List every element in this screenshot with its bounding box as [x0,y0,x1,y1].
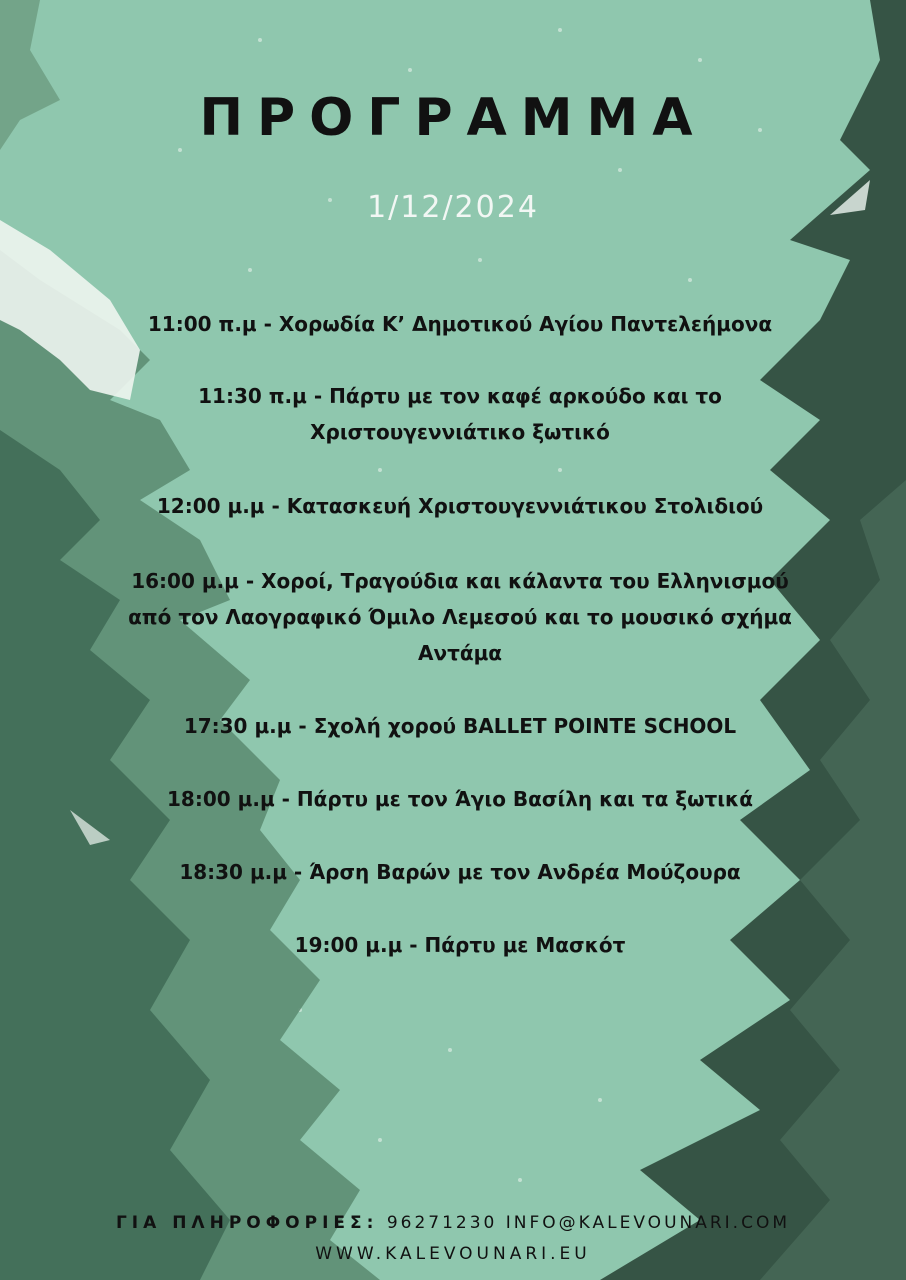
event-line: 12:00 μ.μ - Κατασκευή Χριστουγεννιάτικου Στολιδιού [156,494,764,518]
event-item [100,708,820,744]
event-item [100,927,820,963]
event-line: 17:30 μ.μ - Σχολή χορού BALLET POINTE SCHOOL [183,714,737,738]
website-link[interactable]: WWW.KALEVOUNARI.EU [315,1244,591,1264]
event-line: 18:30 μ.μ - Άρση Βαρών με τον Ανδρέα Μούζουρα [179,860,741,884]
event-line: Χριστουγεννιάτικο ξωτικό [310,420,610,444]
event-item [100,854,820,890]
info-label: ΓΙΑ ΠΛΗΡΟΦΟΡΙΕΣ: [115,1213,379,1233]
event-line: 11:30 π.μ - Πάρτυ με τον καφέ αρκούδο και το [198,384,722,408]
page-title: ΠΡΟΓΡΑΜΜΑ [199,88,707,148]
event-item [100,488,820,524]
event-line: 11:00 π.μ - Χορωδία Κ’ Δημοτικού Αγίου Παντελεήμονα [147,312,773,336]
event-line: 19:00 μ.μ - Πάρτυ με Μασκότ [294,933,626,957]
event-line: από τον Λαογραφικό Όμιλο Λεμεσού και το μουσικό σχήμα [128,605,792,629]
event-line: 18:00 μ.μ - Πάρτυ με τον Άγιο Βασίλη και τα ξωτικά [167,787,753,811]
event-line: Αντάμα [417,641,503,665]
event-line: 16:00 μ.μ - Χοροί, Τραγούδια και κάλαντα του Ελληνισμού [131,569,789,593]
event-item [100,563,820,671]
event-item [100,306,820,342]
event-item [100,781,820,817]
event-date: 1/12/2024 [367,190,539,225]
contact-info [0,1213,906,1233]
contact-details: 96271230 INFO@KALEVOUNARI.COM [386,1213,791,1233]
event-item [100,378,820,450]
